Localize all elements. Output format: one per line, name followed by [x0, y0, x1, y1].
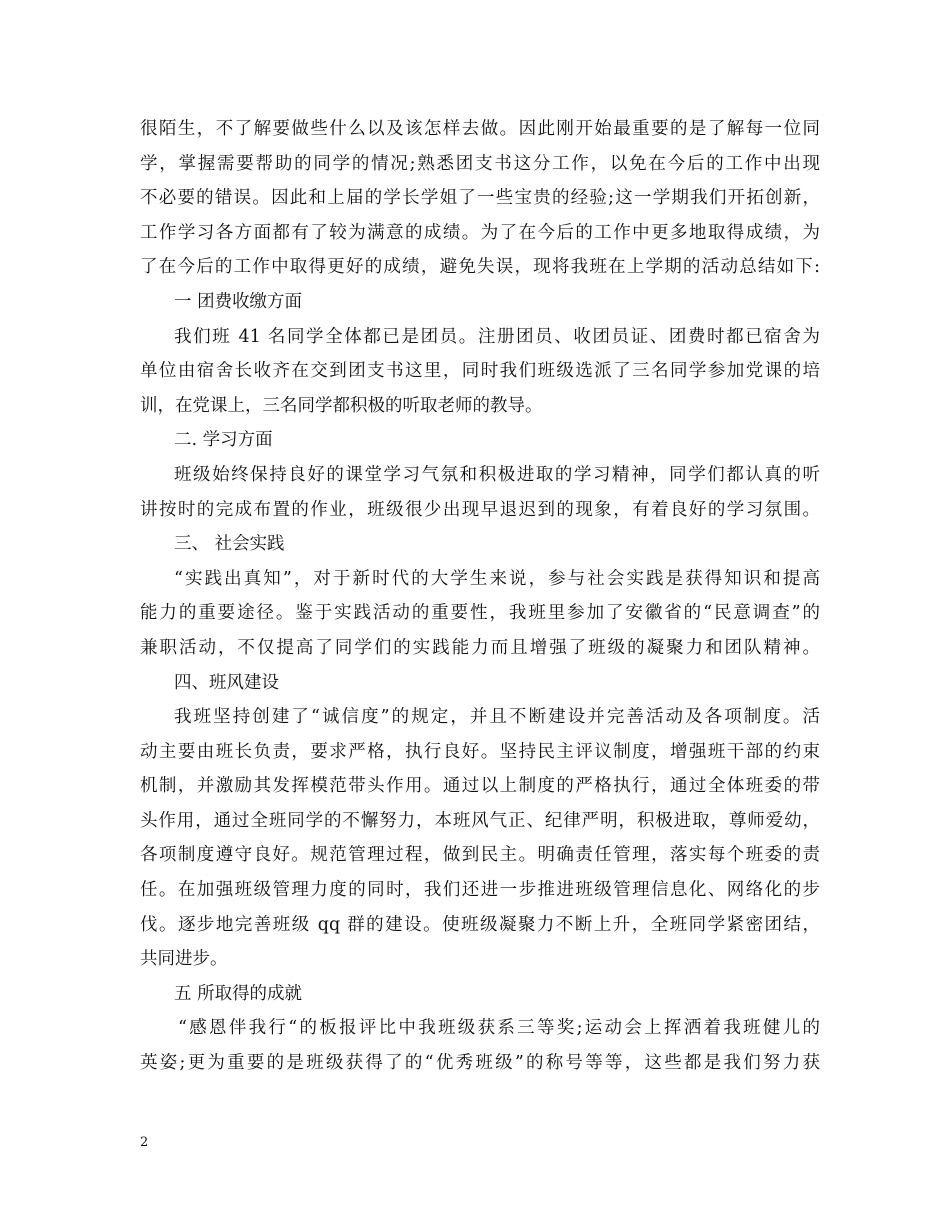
paragraph-line: 兼职活动，不仅提高了同学们的实践能力而且增强了班级的凝聚力和团队精神。 — [140, 637, 820, 658]
section-heading: 二. 学习方面 — [174, 430, 273, 451]
section-heading: 一 团费收缴方面 — [174, 291, 303, 312]
paragraph-line: 讲按时的完成布置的作业，班级很少出现早退迟到的现象，有着良好的学习氛围。 — [140, 499, 820, 520]
section-heading: 四、班风建设 — [174, 672, 279, 693]
paragraph-line: 班级始终保持良好的课堂学习气氛和积极进取的学习精神，同学们都认真的听 — [174, 464, 820, 485]
paragraph-line: 学，掌握需要帮助的同学的情况;熟悉团支书这分工作，以免在今后的工作中出现 — [140, 153, 820, 174]
paragraph-line: 英姿;更为重要的是班级获得了的“优秀班级”的称号等等，这些都是我们努力获 — [140, 1053, 820, 1074]
paragraph-line: 了在今后的工作中取得更好的成绩，避免失误，现将我班在上学期的活动总结如下: — [140, 257, 820, 278]
section-heading: 三、 社会实践 — [174, 534, 285, 555]
document-body — [140, 112, 820, 1081]
paragraph-line: 能力的重要途径。鉴于实践活动的重要性，我班里参加了安徽省的“民意调查”的 — [140, 603, 820, 624]
section-heading: 五 所取得的成就 — [174, 983, 303, 1004]
paragraph-line: 机制，并激励其发挥模范带头作用。通过以上制度的严格执行，通过全体班委的带 — [140, 776, 820, 797]
paragraph-line: “感恩伴我行“的板报评比中我班级获系三等奖;运动会上挥洒着我班健儿的 — [178, 1018, 820, 1039]
paragraph-line: 工作学习各方面都有了较为满意的成绩。为了在今后的工作中更多地取得成绩，为 — [140, 222, 820, 243]
paragraph-line: 动主要由班长负责，要求严格，执行良好。坚持民主评议制度，增强班干部的约束 — [140, 741, 820, 762]
paragraph-line: 我们班 41 名同学全体都已是团员。注册团员、收团员证、团费时都已宿舍为 — [174, 326, 820, 347]
page-number: 2 — [140, 1135, 149, 1150]
paragraph-line: “实践出真知”，对于新时代的大学生来说，参与社会实践是获得知识和提高 — [174, 568, 820, 589]
paragraph-line: 任。在加强班级管理力度的同时，我们还进一步推进班级管理信息化、网络化的步 — [140, 880, 820, 901]
paragraph-line: 伐。逐步地完善班级 qq 群的建设。使班级凝聚力不断上升，全班同学紧密团结， — [140, 914, 820, 935]
paragraph-line: 各项制度遵守良好。规范管理过程，做到民主。明确责任管理，落实每个班委的责 — [140, 845, 820, 866]
paragraph-line: 很陌生，不了解要做些什么以及该怎样去做。因此刚开始最重要的是了解每一位同 — [140, 119, 820, 139]
paragraph-line: 不必要的错误。因此和上届的学长学姐了一些宝贵的经验;这一学期我们开拓创新， — [140, 188, 820, 209]
paragraph-line: 共同进步。 — [140, 949, 228, 970]
paragraph-line: 我班坚持创建了“诚信度”的规定，并且不断建设并完善活动及各项制度。活 — [174, 707, 820, 728]
paragraph-line: 头作用，通过全班同学的不懈努力，本班风气正、纪律严明，积极进取，尊师爱幼， — [140, 810, 820, 831]
paragraph-line: 训，在党课上，三名同学都积极的听取老师的教导。 — [140, 395, 543, 416]
paragraph-line: 单位由宿舍长收齐在交到团支书这里，同时我们班级选派了三名同学参加党课的培 — [140, 361, 820, 382]
